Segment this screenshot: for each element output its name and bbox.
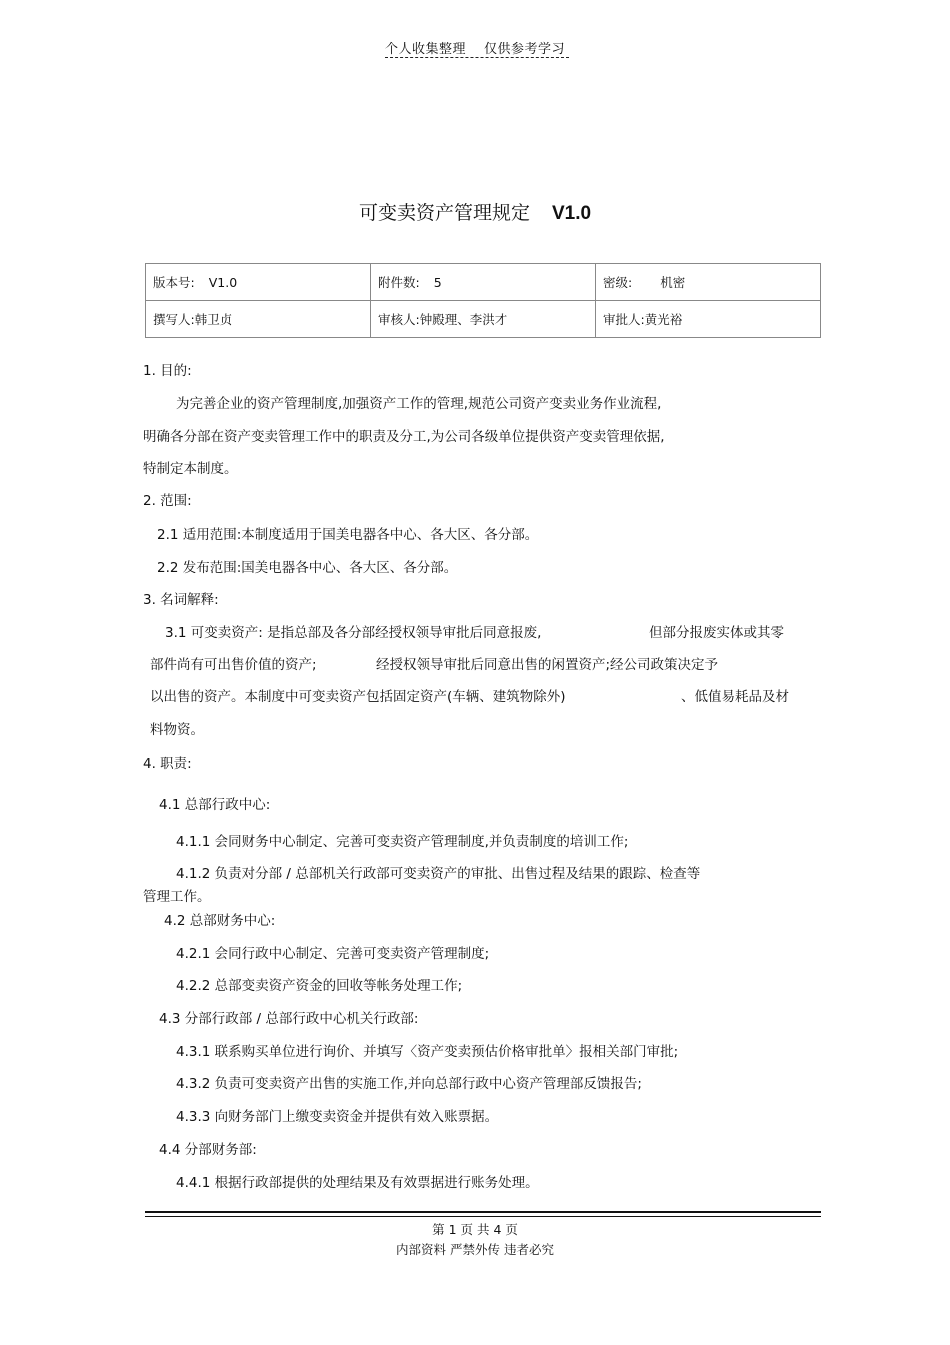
header-note-left: 个人收集整理 xyxy=(384,42,466,57)
section-4-title: 4. 职责: xyxy=(143,756,192,772)
secrecy-value: 机密 xyxy=(660,275,686,290)
section-4-1-1: 4.1.1 会同财务中心制定、完善可变卖资产管理制度,并负责制度的培训工作; xyxy=(176,834,629,850)
section-4-2-1: 4.2.1 会同行政中心制定、完善可变卖资产管理制度; xyxy=(176,946,490,962)
footer-rule-thick xyxy=(145,1211,821,1213)
title-version: V1.0 xyxy=(551,203,592,224)
attachments-label: 附件数: xyxy=(378,275,420,290)
section-1-para-line-2: 明确各分部在资产变卖管理工作中的职责及分工,为公司各级单位提供资产变卖管理依据, xyxy=(143,429,665,445)
footer-notice: 内部资料 严禁外传 违者必究 xyxy=(396,1242,554,1257)
author-cell: 撰写人:韩卫贞 xyxy=(146,301,371,338)
info-row-2 xyxy=(146,301,821,338)
section-2-1: 2.1 适用范围:本制度适用于国美电器各中心、各大区、各分部。 xyxy=(157,527,539,543)
section-3-1-line-2a: 部件尚有可出售价值的资产; xyxy=(150,657,317,673)
section-1-para-line-3: 特制定本制度。 xyxy=(143,461,238,477)
section-3-1-line-3a: 以出售的资产。本制度中可变卖资产包括固定资产(车辆、建筑物除外) xyxy=(150,689,566,705)
document-title xyxy=(0,198,950,225)
section-3-1-line-3b: 、低值易耗品及材 xyxy=(681,689,789,705)
section-3-title: 3. 名词解释: xyxy=(143,592,219,608)
section-3-1-line-2b: 经授权领导审批后同意出售的闲置资产;经公司政策决定予 xyxy=(376,657,719,673)
section-4-1-2-line-1: 4.1.2 负责对分部 / 总部机关行政部可变卖资产的审批、出售过程及结果的跟踪、检查等 xyxy=(176,866,701,882)
section-4-3: 4.3 分部行政部 / 总部行政中心机关行政部: xyxy=(159,1011,419,1027)
info-row-1 xyxy=(146,264,821,301)
secrecy-label: 密级: xyxy=(603,275,633,290)
document-info-table xyxy=(145,263,821,338)
header-note-right: 仅供参考学习 xyxy=(484,42,566,57)
header-divider xyxy=(385,57,569,58)
version-value: V1.0 xyxy=(208,275,238,290)
section-2-2: 2.2 发布范围:国美电器各中心、各大区、各分部。 xyxy=(157,560,458,576)
section-4-4-1: 4.4.1 根据行政部提供的处理结果及有效票据进行账务处理。 xyxy=(176,1175,539,1191)
section-1-para-line-1: 为完善企业的资产管理制度,加强资产工作的管理,规范公司资产变卖业务作业流程, xyxy=(176,396,662,412)
attachments-value: 5 xyxy=(433,275,442,290)
section-4-3-3: 4.3.3 向财务部门上缴变卖资金并提供有效入账票据。 xyxy=(176,1109,499,1125)
section-3-1-line-1a: 3.1 可变卖资产: 是指总部及各分部经授权领导审批后同意报废, xyxy=(165,625,542,641)
approver-cell: 审批人:黄光裕 xyxy=(596,301,821,338)
section-4-2: 4.2 总部财务中心: xyxy=(164,913,276,929)
section-1-title: 1. 目的: xyxy=(143,363,192,379)
section-3-1-line-1b: 但部分报废实体或其零 xyxy=(649,625,784,641)
page-number: 第 1 页 共 4 页 xyxy=(432,1222,518,1237)
attachments-cell xyxy=(371,264,596,301)
section-4-3-2: 4.3.2 负责可变卖资产出售的实施工作,并向总部行政中心资产管理部反馈报告; xyxy=(176,1076,642,1092)
footer-rule-thin xyxy=(145,1216,821,1217)
secrecy-cell xyxy=(596,264,821,301)
section-2-title: 2. 范围: xyxy=(143,493,192,509)
title-text: 可变卖资产管理规定 xyxy=(358,202,530,224)
header-note xyxy=(0,38,950,57)
reviewer-cell: 审核人:钟殿理、李洪才 xyxy=(371,301,596,338)
section-4-1: 4.1 总部行政中心: xyxy=(159,797,271,813)
section-4-1-2-line-2: 管理工作。 xyxy=(143,889,211,905)
version-cell xyxy=(146,264,371,301)
section-4-3-1: 4.3.1 联系购买单位进行询价、并填写〈资产变卖预估价格审批单〉报相关部门审批; xyxy=(176,1044,679,1060)
section-4-2-2: 4.2.2 总部变卖资产资金的回收等帐务处理工作; xyxy=(176,978,463,994)
version-label: 版本号: xyxy=(153,275,195,290)
section-4-4: 4.4 分部财务部: xyxy=(159,1142,257,1158)
section-3-1-line-4: 料物资。 xyxy=(150,722,204,738)
